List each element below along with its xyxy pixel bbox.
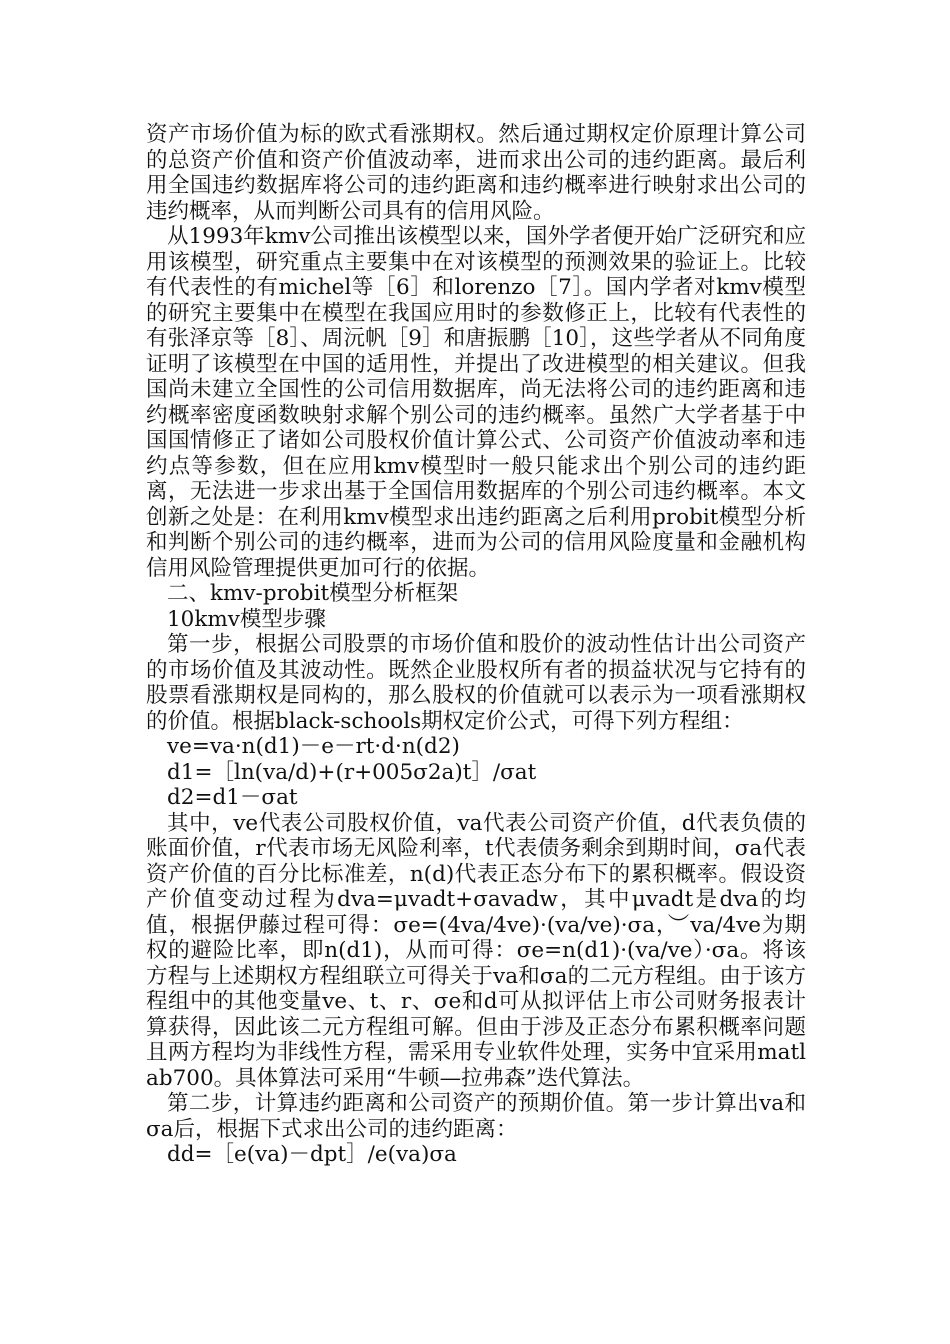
equation-d2: d2=d1－σat: [167, 785, 298, 810]
paragraph-step-two: 第二步，计算违约距离和公司资产的预期价值。第一步计算出va和σa后，根据下式求出公司的违约距离：: [146, 1091, 806, 1142]
equation-ve: ve=va·n(d1)－e－rt·d·n(d2): [167, 734, 460, 759]
equation-d1: d1=［ln(va/d)+(r+005σ2a)t］/σat: [167, 759, 537, 785]
section-heading: 二、kmv-probit模型分析框架: [167, 581, 459, 606]
document-body: [146, 122, 806, 1168]
paragraph-step-one: 第一步，根据公司股票的市场价值和股价的波动性估计出公司资产的市场价值及其波动性。既然企业股权所有者的损益状况与它持有的股票看涨期权是同构的，那么股权的价值就可以表示为一项看涨期权的价值。根据black-schools期权定价公式，可得下列方程组：: [146, 632, 806, 734]
subsection-heading: 10kmv模型步骤: [167, 606, 326, 632]
equation-dd: dd=［e(va)－dpt］/e(va)σa: [167, 1142, 457, 1167]
paragraph-literature-review: 从1993年kmv公司推出该模型以来，国外学者便开始广泛研究和应用该模型，研究重点主要集中在对该模型的预测效果的验证上。比较有代表性的有michel等［6］和lorenzo［7］。国内学者对kmv模型的研究主要集中在模型在我国应用时的参数修正上，比较有代表性的有张泽京等［8］、周沅帆［9］和唐振鹏［10］，这些学者从不同角度证明了该模型在中国的适用性，并提出了改进模型的相关建议。但我国尚未建立全国性的公司信用数据库，尚无法将公司的违约距离和违约概率密度函数映射求解个别公司的违约概率。虽然广大学者基于中国国情修正了诸如公司股权价值计算公式、公司资产价值波动率和违约点等参数，但在应用kmv模型时一般只能求出个别公司的违约距离，无法进一步求出基于全国信用数据库的个别公司违约概率。本文创新之处是：在利用kmv模型求出违约距离之后利用probit模型分析和判断个别公司的违约概率，进而为公司的信用风险度量和金融机构信用风险管理提供更加可行的依据。: [146, 224, 806, 581]
paragraph-variable-definitions: 其中，ve代表公司股权价值，va代表公司资产价值，d代表负债的账面价值，r代表市场无风险利率，t代表债务剩余到期时间，σa代表资产价值的百分比标准差，n(d)代表正态分布下的累积概率。假设资产价值变动过程为dva=μvadt+σavadw，其中μvadt是dva的均值，根据伊藤过程可得：σe=(4va/4ve)·(va/ve)·σa，︶va/4ve为期权的避险比率，即n(d1)，从而可得：σe=n(d1)·(va/ve）·σa。将该方程与上述期权方程组联立可得关于va和σa的二元方程组。由于该方程组中的其他变量ve、t、r、σe和d可从拟评估上市公司财务报表计算获得，因此该二元方程组可解。但由于涉及正态分布累积概率问题且两方程均为非线性方程，需采用专业软件处理，实务中宜采用matlab700。具体算法可采用“牛顿—拉弗森”迭代算法。: [146, 810, 806, 1091]
paragraph-intro-continued: 资产市场价值为标的欧式看涨期权。然后通过期权定价原理计算公司的总资产价值和资产价值波动率，进而求出公司的违约距离。最后利用全国违约数据库将公司的违约距离和违约概率进行映射求出公司的违约概率，从而判断公司具有的信用风险。: [146, 122, 806, 224]
